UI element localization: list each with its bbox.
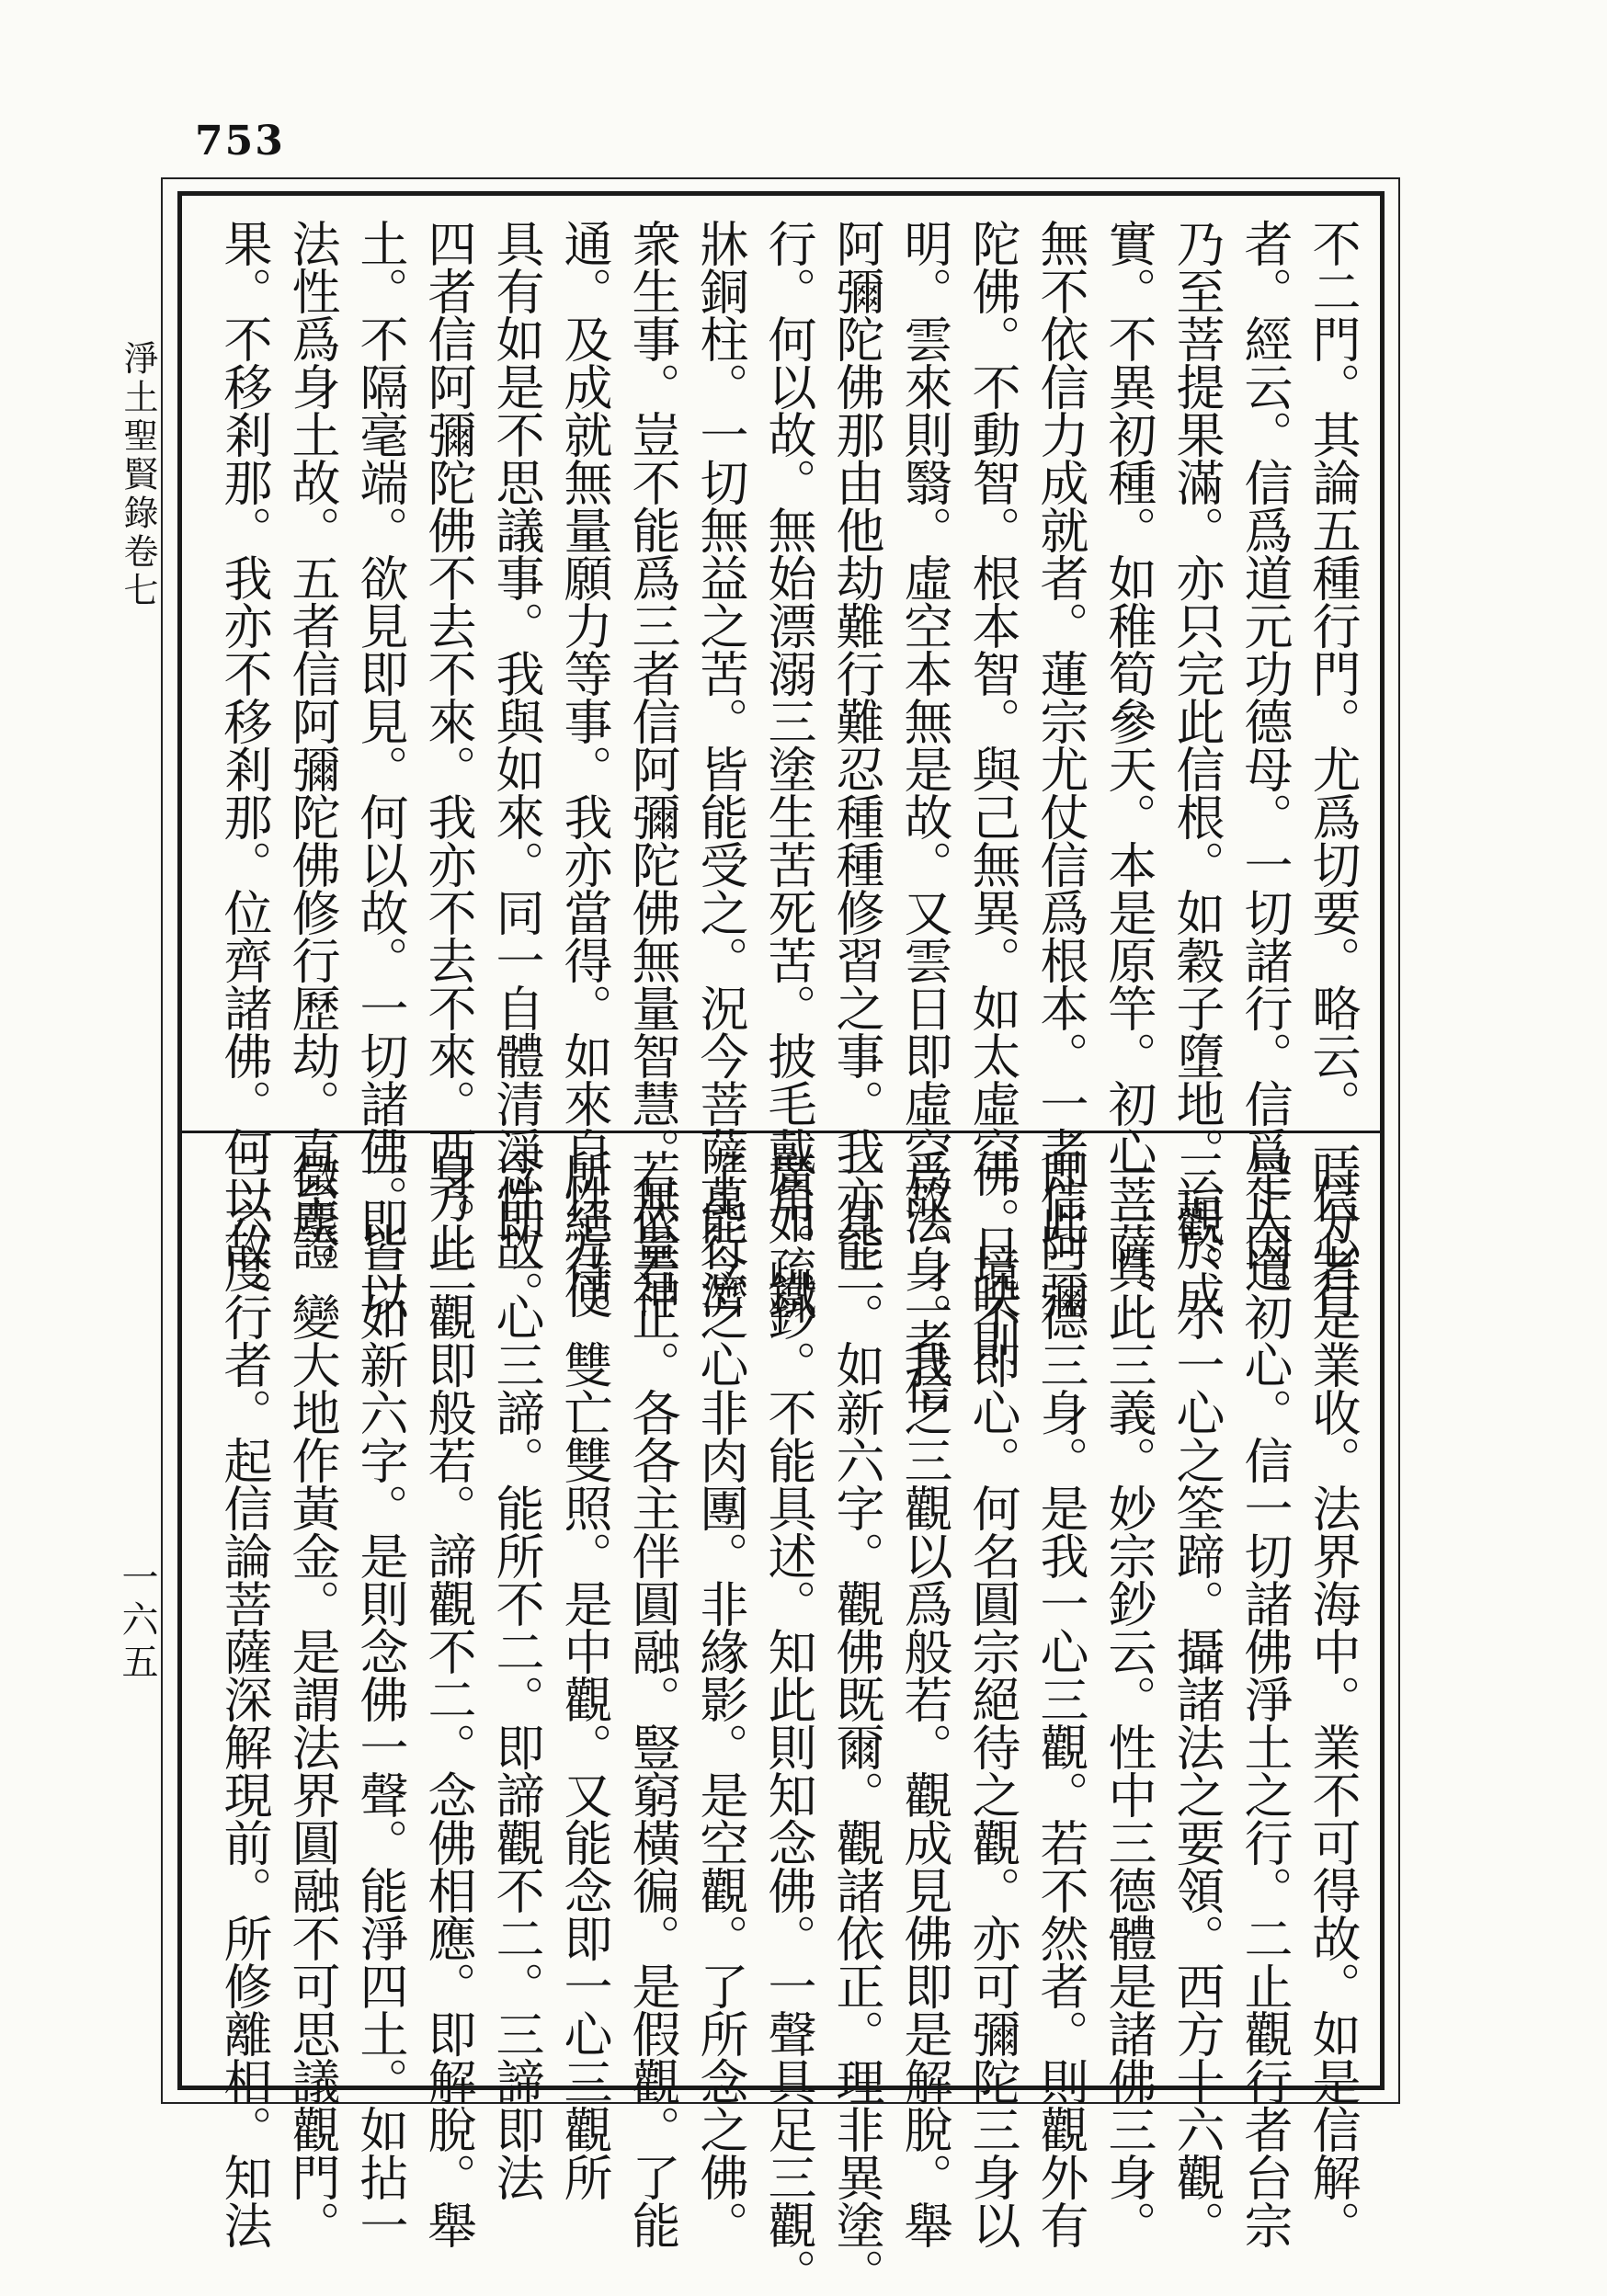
text-column: 四者信阿彌陀佛不去不來。我亦不去不來。西方此: [420, 219, 476, 1270]
text-column: 實。不異初種。如稚筍參天。本是原竿。初心菩薩。: [1100, 219, 1157, 1318]
text-column: 衆生事。豈不能爲三者信阿彌陀佛無量智慧。無量神: [624, 219, 680, 1318]
sidebar-folio: 一六五: [116, 1558, 158, 1685]
text-column: 行。何以故。無始漂溺三塗生苦死苦。披毛戴角。鐵: [760, 219, 816, 1318]
text-column: 者。經云。信爲道元功德母。一切諸行。信爲正因。: [1237, 219, 1293, 1318]
text-column: 念即一心三諦。能所不二。即諦觀不二。三諦即法: [488, 1149, 544, 2200]
text-column: 廣如疏鈔。不能具述。知此則知念佛。一聲具足三觀。: [760, 1149, 816, 2296]
text-column: 所絕待。雙亡雙照。是中觀。又能念即一心三觀所: [556, 1149, 612, 2200]
text-column: 一具三。如新六字。觀佛既爾。觀諸依正。理非異塗。: [828, 1149, 884, 2296]
text-column: 牀銅柱。一切無益之苦。皆能受之。況今菩薩萬行濟: [692, 219, 748, 1318]
text-column: 即此三德三身。是我一心三觀。若不然者。則觀外有: [1032, 1149, 1088, 2248]
text-column: 了能念之心非肉團。非緣影。是空觀。了所念之佛。: [692, 1149, 748, 2248]
text-column: 時分者是業收。法界海中。業不可得故。如是信解。: [1305, 1149, 1361, 2248]
text-column: 身。三觀即般若。諦觀不二。念佛相應。即解脫。舉: [420, 1149, 476, 2248]
text-column: 不二門。其論五種行門。尤爲切要。略云。一信心行: [1305, 219, 1361, 1318]
text-column: 法性爲身土故。五者信阿彌陀佛修行歷劫。直至證: [284, 219, 340, 1270]
text-column: 若依若正。各各主伴圓融。豎窮橫徧。是假觀。了能: [624, 1149, 680, 2248]
text-column: 爲法身。我之三觀以爲般若。觀成見佛即是解脫。舉: [896, 1149, 952, 2248]
text-column: 三觀。示一心之筌蹄。攝諸法之要領。西方十六觀。: [1168, 1149, 1225, 2248]
text-column: 明。雲來則翳。虛空本無是故。又雲日即虛空故。二者信: [896, 219, 952, 1414]
text-column: 是入道初心。信一切諸佛淨土之行。二止觀行者台宗: [1237, 1149, 1293, 2248]
text-column: 無不依信力成就者。蓮宗尤仗信爲根本。一者信阿彌: [1032, 219, 1088, 1318]
text-column: 通。及成就無量願力等事。我亦當得。如來自性方便: [556, 219, 612, 1318]
text-column: 佛。境不即心。何名圓宗絕待之觀。亦可彌陀三身以: [964, 1149, 1020, 2248]
sidebar-book-title: 淨土聖賢錄卷七: [118, 340, 158, 610]
text-column: 陀佛。不動智。根本智。與己無異。如太虛空。日映則: [964, 219, 1020, 1366]
text-column: 果。不移剎那。我亦不移剎那。位齊諸佛。何以故。: [216, 219, 272, 1318]
text-column: 乃至菩提果滿。亦只完此信根。如穀子墮地。迨於成: [1168, 219, 1225, 1318]
text-column: 微塵。變大地作黃金。是謂法界圓融不可思議觀門。: [284, 1149, 340, 2248]
text-column: 土。不隔毫端。欲見即見。何以故。一切諸佛。皆以: [352, 219, 408, 1318]
text-column: 一即三如新六字。是則念佛一聲。能淨四土。如拈一: [352, 1149, 408, 2248]
text-column: 一一具此三義。妙宗鈔云。性中三德體是諸佛三身。: [1100, 1149, 1157, 2248]
text-column: 具有如是不思議事。我與如來。同一自體清淨性故。: [488, 219, 544, 1318]
text-column: 阿彌陀佛那由他劫難行難忍種種修習之事。我亦能: [828, 219, 884, 1270]
text-column: 三六度行者。起信論菩薩深解現前。所修離相。知法: [216, 1149, 272, 2248]
page-number: 753: [195, 118, 285, 165]
